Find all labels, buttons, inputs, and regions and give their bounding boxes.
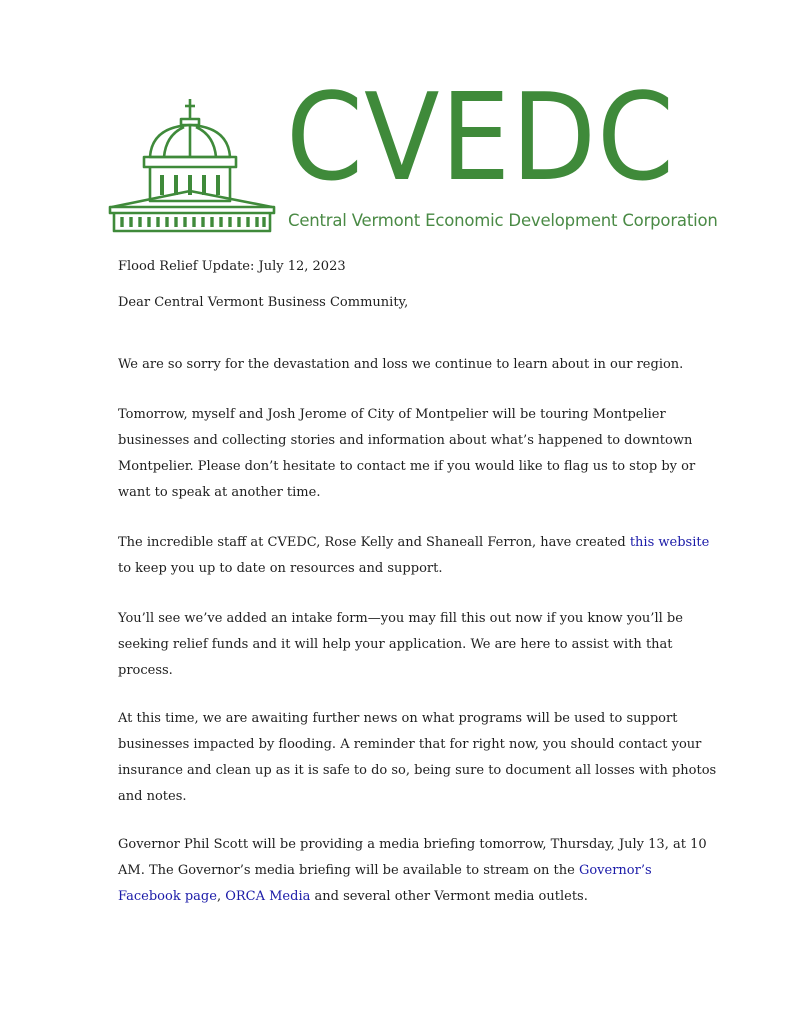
letter-heading: Flood Relief Update: July 12, 2023 [118,259,346,274]
paragraph-line: businesses and collecting stories and information about what’s happened to downtown [118,433,693,448]
paragraph-line: and notes. [118,789,187,804]
paragraph-line [118,534,709,552]
this-website-link[interactable]: this website [629,535,710,550]
paragraph-line [118,888,588,906]
governors-facebook-link[interactable]: Facebook page [118,889,217,904]
logo-tagline: Central Vermont Economic Development Corporation [288,211,718,230]
paragraph-line: to keep you up to date on resources and support. [118,561,443,576]
paragraph-text: The incredible staff at CVEDC, Rose Kelly and Shaneall Ferron, have created [118,535,630,550]
letter-salutation: Dear Central Vermont Business Community, [118,295,409,310]
capitol-dome-icon [108,95,276,233]
paragraph-line: Montpelier. Please don’t hesitate to contact me if you would like to flag us to stop by or [118,459,696,474]
paragraph-line: At this time, we are awaiting further news on what programs will be used to support [118,711,678,726]
paragraph-line: You’ll see we’ve added an intake form—you may fill this out now if you know you’ll be [118,611,683,626]
paragraph-line: Governor Phil Scott will be providing a media briefing tomorrow, Thursday, July 13, at 10 [118,837,707,852]
paragraph-line: seeking relief funds and it will help your application. We are here to assist with that [118,637,673,652]
orca-media-link[interactable]: ORCA Media [225,889,311,904]
paragraph-text: and several other Vermont media outlets. [310,889,588,904]
paragraph-line [118,862,652,880]
separator-text: , [216,889,226,904]
paragraph-line: businesses impacted by flooding. A reminder that for right now, you should contact your [118,737,702,752]
paragraph-text: AM. The Governor’s media briefing will be available to stream on the [118,863,579,878]
paragraph-line: insurance and clean up as it is safe to do so, being sure to document all losses with photos [118,763,717,778]
logo-wordmark: CVEDC [286,69,676,208]
paragraph-line: Tomorrow, myself and Josh Jerome of City of Montpelier will be touring Montpelier [118,407,666,422]
governors-facebook-link[interactable]: Governor’s [578,863,652,878]
paragraph-line: We are so sorry for the devastation and loss we continue to learn about in our region. [118,357,684,372]
paragraph-line: process. [118,663,173,678]
paragraph-line: want to speak at another time. [118,485,321,500]
cvedc-logo [108,69,718,235]
